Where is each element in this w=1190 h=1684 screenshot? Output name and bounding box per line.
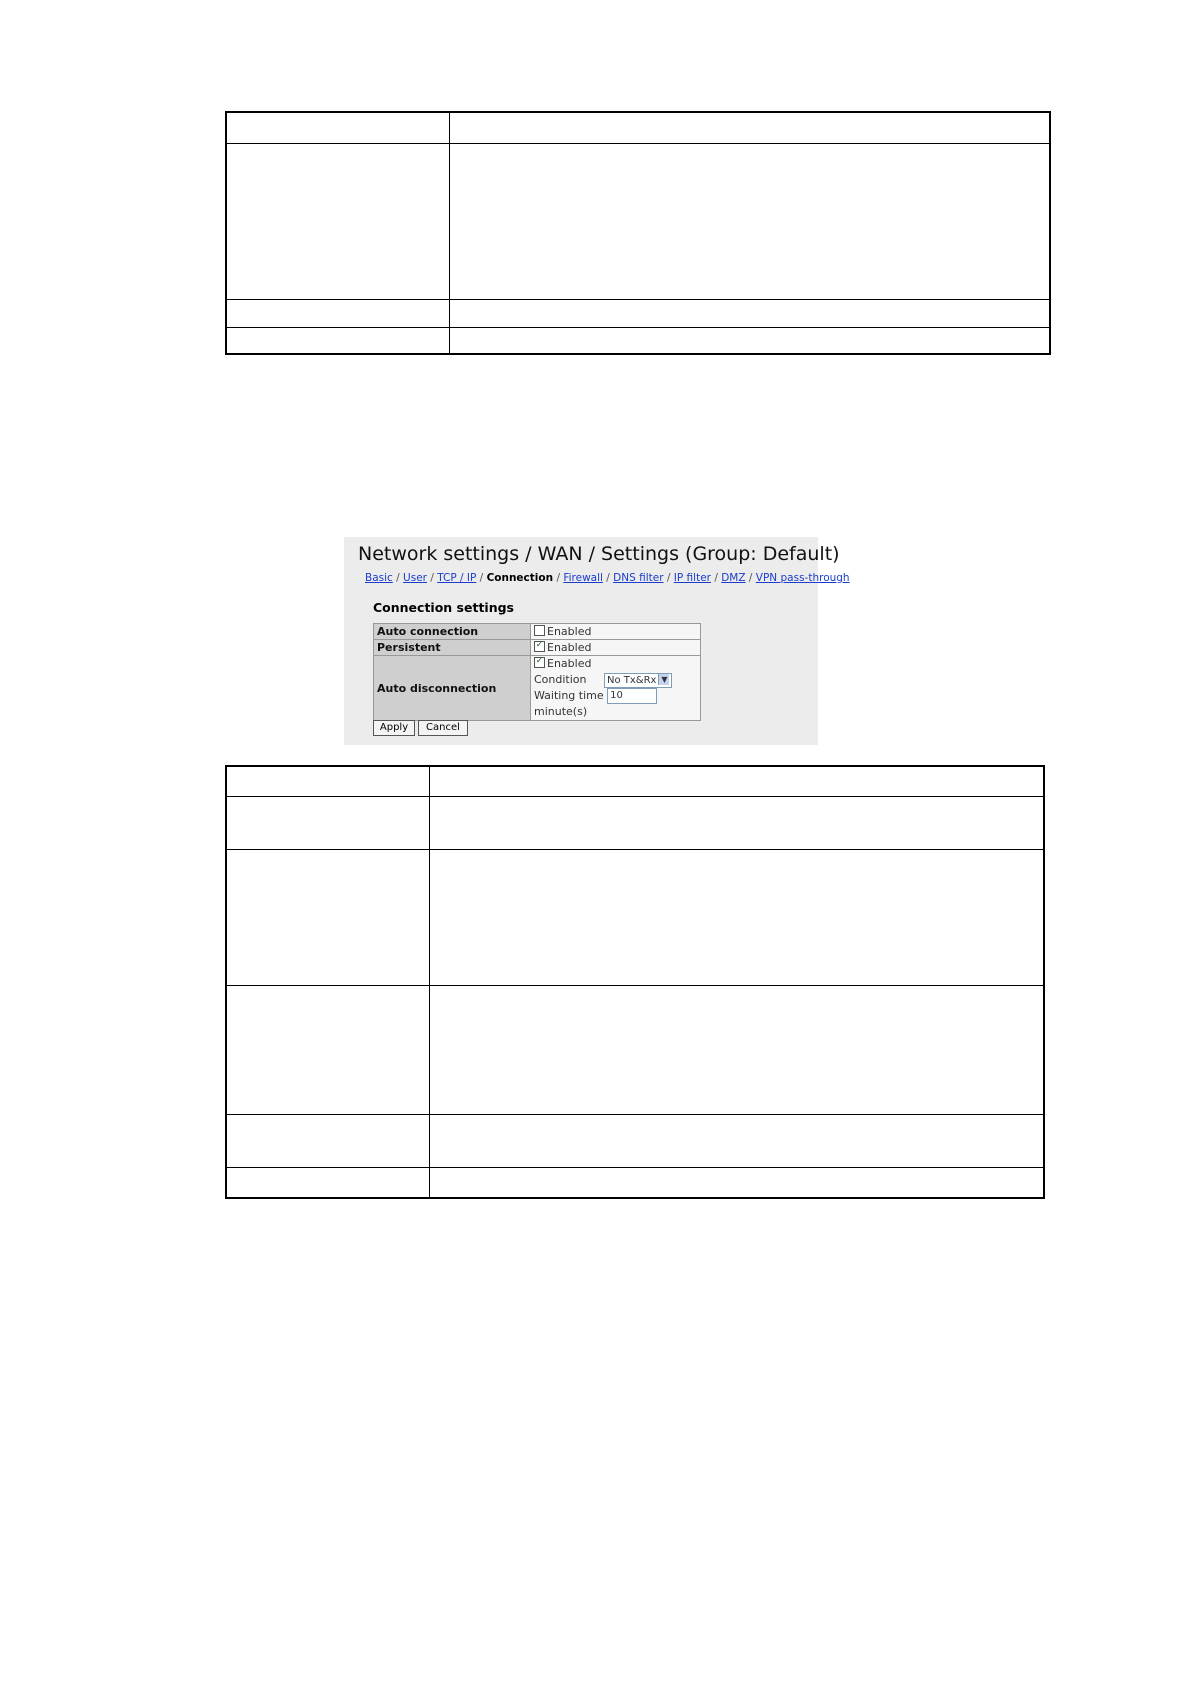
connection-settings-table	[373, 623, 701, 721]
condition-label: Condition	[534, 673, 587, 686]
wan-settings-screenshot	[344, 537, 850, 745]
waiting-time-input[interactable]: 10	[607, 688, 657, 704]
chevron-down-icon[interactable]: ▼	[658, 674, 669, 685]
persistent-label: Persistent	[374, 640, 531, 656]
tab-tcp-ip[interactable]: TCP / IP	[437, 572, 477, 584]
tab-dmz[interactable]: DMZ	[721, 572, 746, 584]
tab-navigation: Basic / User / TCP / IP / Connection / Firewall / DNS filter / IP filter / DMZ / VPN pass-through	[365, 572, 850, 584]
waiting-time-label: Waiting time	[534, 689, 604, 702]
table-row-divider	[227, 143, 1049, 144]
auto-connection-label: Auto connection	[374, 624, 531, 640]
table-row-divider	[227, 299, 1049, 300]
tab-basic[interactable]: Basic	[365, 572, 393, 584]
condition-select[interactable]	[604, 673, 672, 688]
tab-connection: Connection	[486, 572, 554, 584]
auto-disconnection-checkbox[interactable]	[534, 657, 545, 668]
section-title: Connection settings	[373, 600, 514, 615]
tab-user[interactable]: User	[403, 572, 427, 584]
apply-button[interactable]: Apply	[373, 720, 415, 736]
auto-connection-value	[531, 624, 701, 640]
table-row-divider	[227, 985, 1043, 986]
persistent-value	[531, 640, 701, 656]
condition-select-value: No Tx&Rx	[607, 674, 657, 686]
persistent-checkbox-label: Enabled	[547, 641, 592, 654]
persistent-checkbox[interactable]	[534, 641, 545, 652]
top-table	[225, 111, 1051, 355]
auto-disconnection-checkbox-label: Enabled	[547, 657, 592, 670]
table-row-divider	[227, 849, 1043, 850]
waiting-time-unit: minute(s)	[534, 705, 588, 718]
auto-disconnection-label: Auto disconnection	[374, 656, 531, 721]
tab-dns-filter[interactable]: DNS filter	[613, 572, 664, 584]
table-row-divider	[227, 1114, 1043, 1115]
auto-disconnection-value	[531, 656, 701, 721]
page-title: Network settings / WAN / Settings (Group: Default)	[358, 543, 840, 565]
table-column-divider	[429, 767, 430, 1197]
auto-connection-checkbox[interactable]	[534, 625, 545, 636]
tab-vpn-pass-through[interactable]: VPN pass-through	[755, 572, 850, 584]
table-row-divider	[227, 796, 1043, 797]
tab-firewall[interactable]: Firewall	[563, 572, 603, 584]
cancel-button[interactable]: Cancel	[418, 720, 468, 736]
tab-ip-filter[interactable]: IP filter	[673, 572, 711, 584]
table-column-divider	[449, 113, 450, 353]
auto-connection-checkbox-label: Enabled	[547, 625, 592, 638]
bottom-table	[225, 765, 1045, 1199]
table-row-divider	[227, 327, 1049, 328]
table-row-divider	[227, 1167, 1043, 1168]
